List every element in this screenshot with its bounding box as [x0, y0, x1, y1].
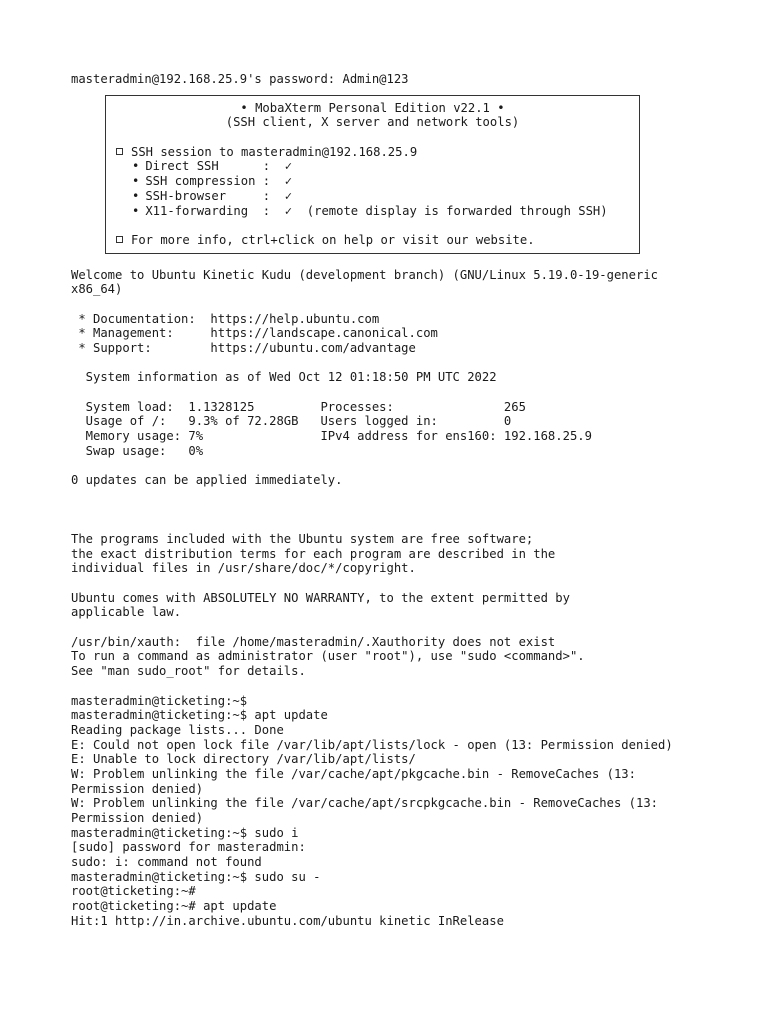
- xauth-warning-line: /usr/bin/xauth: file /home/masteradmin/.Xauthority does not exist: [71, 634, 556, 649]
- updates-line: 0 updates can be applied immediately.: [71, 473, 343, 488]
- warranty-line: Ubuntu comes with ABSOLUTELY NO WARRANTY, to the extent permitted by: [71, 590, 570, 605]
- blank-line: [71, 297, 751, 312]
- session-line: E: Unable to lock directory /var/lib/apt/lists/: [71, 752, 416, 767]
- banner-info-line: [106, 233, 639, 248]
- terminal-output[interactable]: [71, 72, 751, 929]
- motd-welcome-line: x86_64): [71, 282, 123, 297]
- blank-line: [71, 503, 751, 518]
- motd-welcome-line: Welcome to Ubuntu Kinetic Kudu (development branch) (GNU/Linux 5.19.0-19-generic: [71, 267, 658, 282]
- sysinfo-row: Swap usage: 0%: [71, 443, 204, 458]
- blank-line: [71, 488, 751, 503]
- banner-spacer: [106, 218, 639, 233]
- banner-item-x11-forwarding: • X11-forwarding : ✓ (remote display is forwarded through SSH): [106, 204, 639, 219]
- motd-support-link: * Support: https://ubuntu.com/advantage: [71, 341, 416, 355]
- sudo-hint-line: See "man sudo_root" for details.: [71, 664, 306, 679]
- free-software-line: individual files in /usr/share/doc/*/copyright.: [71, 561, 416, 576]
- banner-info-text: For more info, ctrl+click on help or visit our website.: [131, 232, 535, 247]
- square-bullet-icon: [116, 236, 123, 243]
- session-line: sudo: i: command not found: [71, 855, 262, 870]
- blank-line: [71, 679, 751, 694]
- session-line: Permission denied): [71, 811, 204, 825]
- free-software-line: The programs included with the Ubuntu system are free software;: [71, 531, 534, 546]
- sysinfo-row: Memory usage: 7% IPv4 address for ens160: 192.168.25.9: [71, 429, 592, 444]
- banner-item-direct-ssh: • Direct SSH : ✓: [106, 159, 639, 174]
- session-line: Hit:1 http://in.archive.ubuntu.com/ubuntu kinetic InRelease: [71, 913, 504, 928]
- banner-session-line: [106, 145, 639, 160]
- blank-line: [71, 385, 751, 400]
- sudo-hint-line: To run a command as administrator (user "root"), use "sudo <command>".: [71, 649, 585, 664]
- banner-item-ssh-compression: • SSH compression : ✓: [106, 174, 639, 189]
- session-line: Permission denied): [71, 781, 204, 796]
- session-line: [sudo] password for masteradmin:: [71, 840, 306, 855]
- free-software-line: the exact distribution terms for each program are described in the: [71, 546, 556, 561]
- blank-line: [71, 459, 751, 474]
- session-line: masteradmin@ticketing:~$ sudo su -: [71, 869, 321, 884]
- session-line: Reading package lists... Done: [71, 722, 284, 737]
- sysinfo-row: Usage of /: 9.3% of 72.28GB Users logged in: 0: [71, 414, 512, 429]
- banner-title: • MobaXterm Personal Edition v22.1 •: [240, 100, 505, 115]
- blank-line: [71, 576, 751, 591]
- banner-item-ssh-browser: • SSH-browser : ✓: [106, 189, 639, 204]
- sysinfo-row: System load: 1.1328125 Processes: 265: [71, 399, 526, 414]
- session-line: masteradmin@ticketing:~$ sudo i: [71, 825, 299, 840]
- session-line: E: Could not open lock file /var/lib/apt/lists/lock - open (13: Permission denied): [71, 737, 673, 752]
- banner-session-text: SSH session to masteradmin@192.168.25.9: [131, 144, 418, 159]
- session-line: W: Problem unlinking the file /var/cache/apt/srcpkgcache.bin - RemoveCaches (13:: [71, 796, 658, 811]
- motd-management-link: * Management: https://landscape.canonical.com: [71, 326, 438, 341]
- banner-spacer: [106, 130, 639, 145]
- blank-line: [71, 517, 751, 532]
- session-line: masteradmin@ticketing:~$ apt update: [71, 708, 328, 723]
- session-line: root@ticketing:~# apt update: [71, 899, 277, 914]
- session-line: masteradmin@ticketing:~$: [71, 693, 248, 708]
- blank-line: [71, 356, 751, 371]
- blank-line: [71, 620, 751, 635]
- square-bullet-icon: [116, 148, 123, 155]
- session-line: root@ticketing:~#: [71, 884, 196, 899]
- motd-documentation-link: * Documentation: https://help.ubuntu.com: [71, 311, 380, 326]
- session-line: W: Problem unlinking the file /var/cache/apt/pkgcache.bin - RemoveCaches (13:: [71, 766, 636, 781]
- mobaxterm-banner: [105, 95, 640, 254]
- banner-subtitle: (SSH client, X server and network tools): [225, 115, 520, 130]
- password-prompt-line: masteradmin@192.168.25.9's password: Admin@123: [71, 72, 409, 86]
- warranty-line: applicable law.: [71, 605, 182, 620]
- sysinfo-header: System information as of Wed Oct 12 01:18:50 PM UTC 2022: [71, 370, 497, 385]
